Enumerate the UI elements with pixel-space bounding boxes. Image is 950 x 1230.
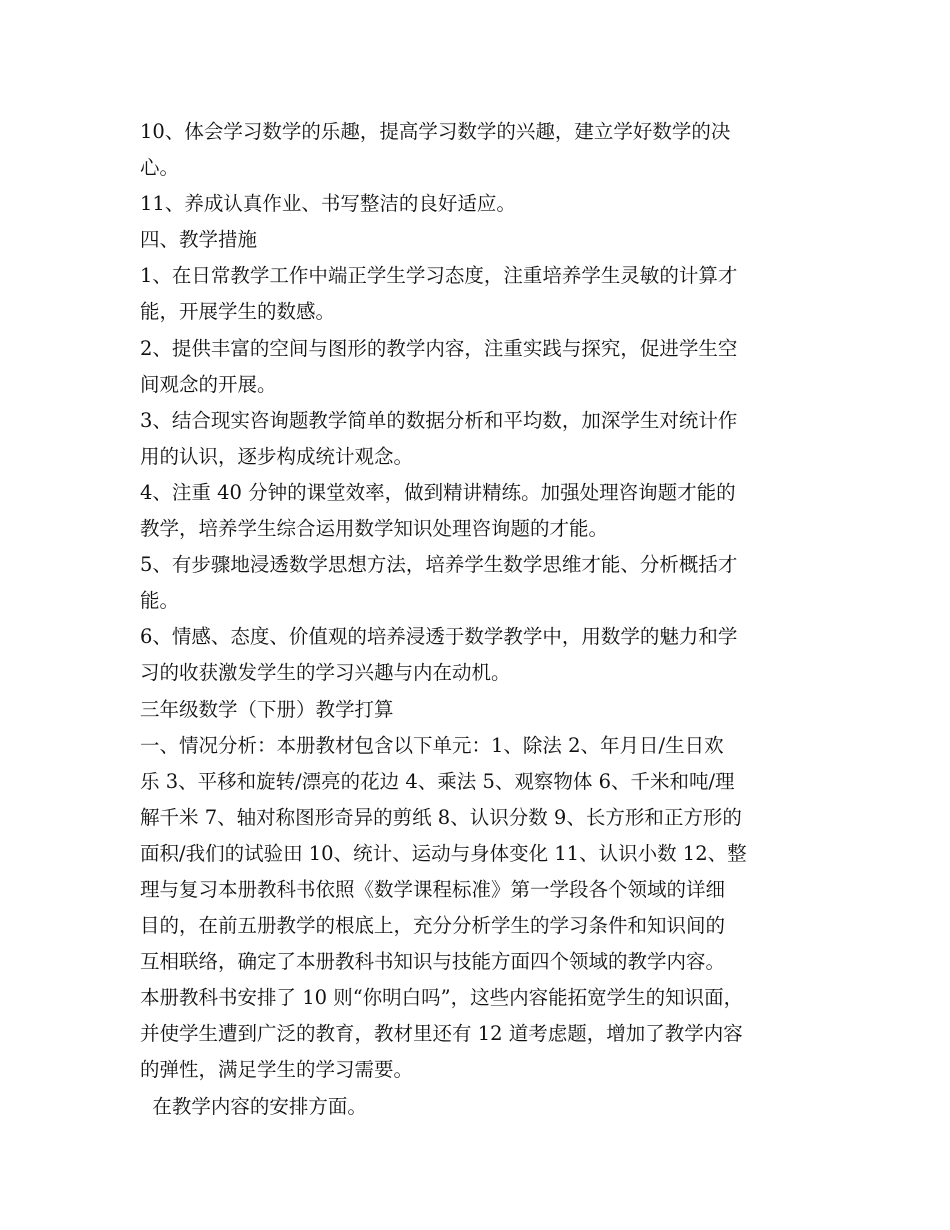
text-line: 教学，培养学生综合运用数学知识处理咨询题的才能。	[140, 517, 609, 541]
text-line: 10、体会学习数学的乐趣，提高学习数学的兴趣，建立学好数学的决	[140, 120, 731, 143]
text-line: 间观念的开展。	[140, 372, 277, 396]
document-title: 三年级数学（下册）教学打算	[140, 697, 394, 721]
text-line: 能，开展学生的数感。	[140, 300, 336, 324]
text-line: 心。	[140, 156, 180, 180]
text-line: 互相联络，确定了本册教科书知识与技能方面四个领域的教学内容。	[140, 950, 726, 974]
text-line: 11、养成认真作业、书写整洁的良好适应。	[140, 192, 516, 216]
text-line: 习的收获激发学生的学习兴趣与内在动机。	[140, 661, 511, 685]
text-line: 能。	[140, 589, 180, 613]
text-line: 6、情感、态度、价值观的培养浸透于数学教学中，用数学的魅力和学	[140, 625, 738, 649]
text-line: 3、结合现实咨询题教学简单的数据分析和平均数，加深学生对统计作	[140, 408, 738, 432]
text-line: 乐 3、平移和旋转/漂亮的花边 4、乘法 5、观察物体 6、千米和吨/理	[140, 769, 735, 793]
section-heading: 四、教学措施	[140, 228, 258, 252]
text-line: 在教学内容的安排方面。	[140, 1094, 367, 1118]
text-line: 4、注重 40 分钟的课堂效率，做到精讲精练。加强处理咨询题才能的	[140, 480, 736, 504]
text-line: 目的，在前五册教学的根底上，充分分析学生的学习条件和知识间的	[140, 914, 726, 938]
document-body	[140, 114, 820, 1125]
text-line: 解千米 7、轴对称图形奇异的剪纸 8、认识分数 9、长方形和正方形的	[140, 805, 742, 829]
text-line: 本册教科书安排了 10 则“你明白吗”，这些内容能拓宽学生的知识面，	[140, 986, 744, 1010]
text-line: 面积/我们的试验田 10、统计、运动与身体变化 11、认识小数 12、整	[140, 841, 747, 865]
text-line: 理与复习本册教科书依照《数学课程标准》第一学段各个领域的详细	[140, 877, 726, 901]
text-line: 一、情况分析：本册教材包含以下单元：1、除法 2、年月日/生日欢	[140, 733, 724, 757]
text-line: 用的认识，逐步构成统计观念。	[140, 444, 414, 468]
text-line: 1、在日常教学工作中端正学生学习态度，注重培养学生灵敏的计算才	[140, 264, 738, 288]
text-line: 2、提供丰富的空间与图形的教学内容，注重实践与探究，促进学生空	[140, 336, 738, 360]
text-line: 5、有步骤地浸透数学思想方法，培养学生数学思维才能、分析概括才	[140, 553, 738, 577]
text-line: 并使学生遭到广泛的教育，教材里还有 12 道考虑题，增加了教学内容	[140, 1022, 743, 1046]
text-line: 的弹性，满足学生的学习需要。	[140, 1058, 414, 1082]
